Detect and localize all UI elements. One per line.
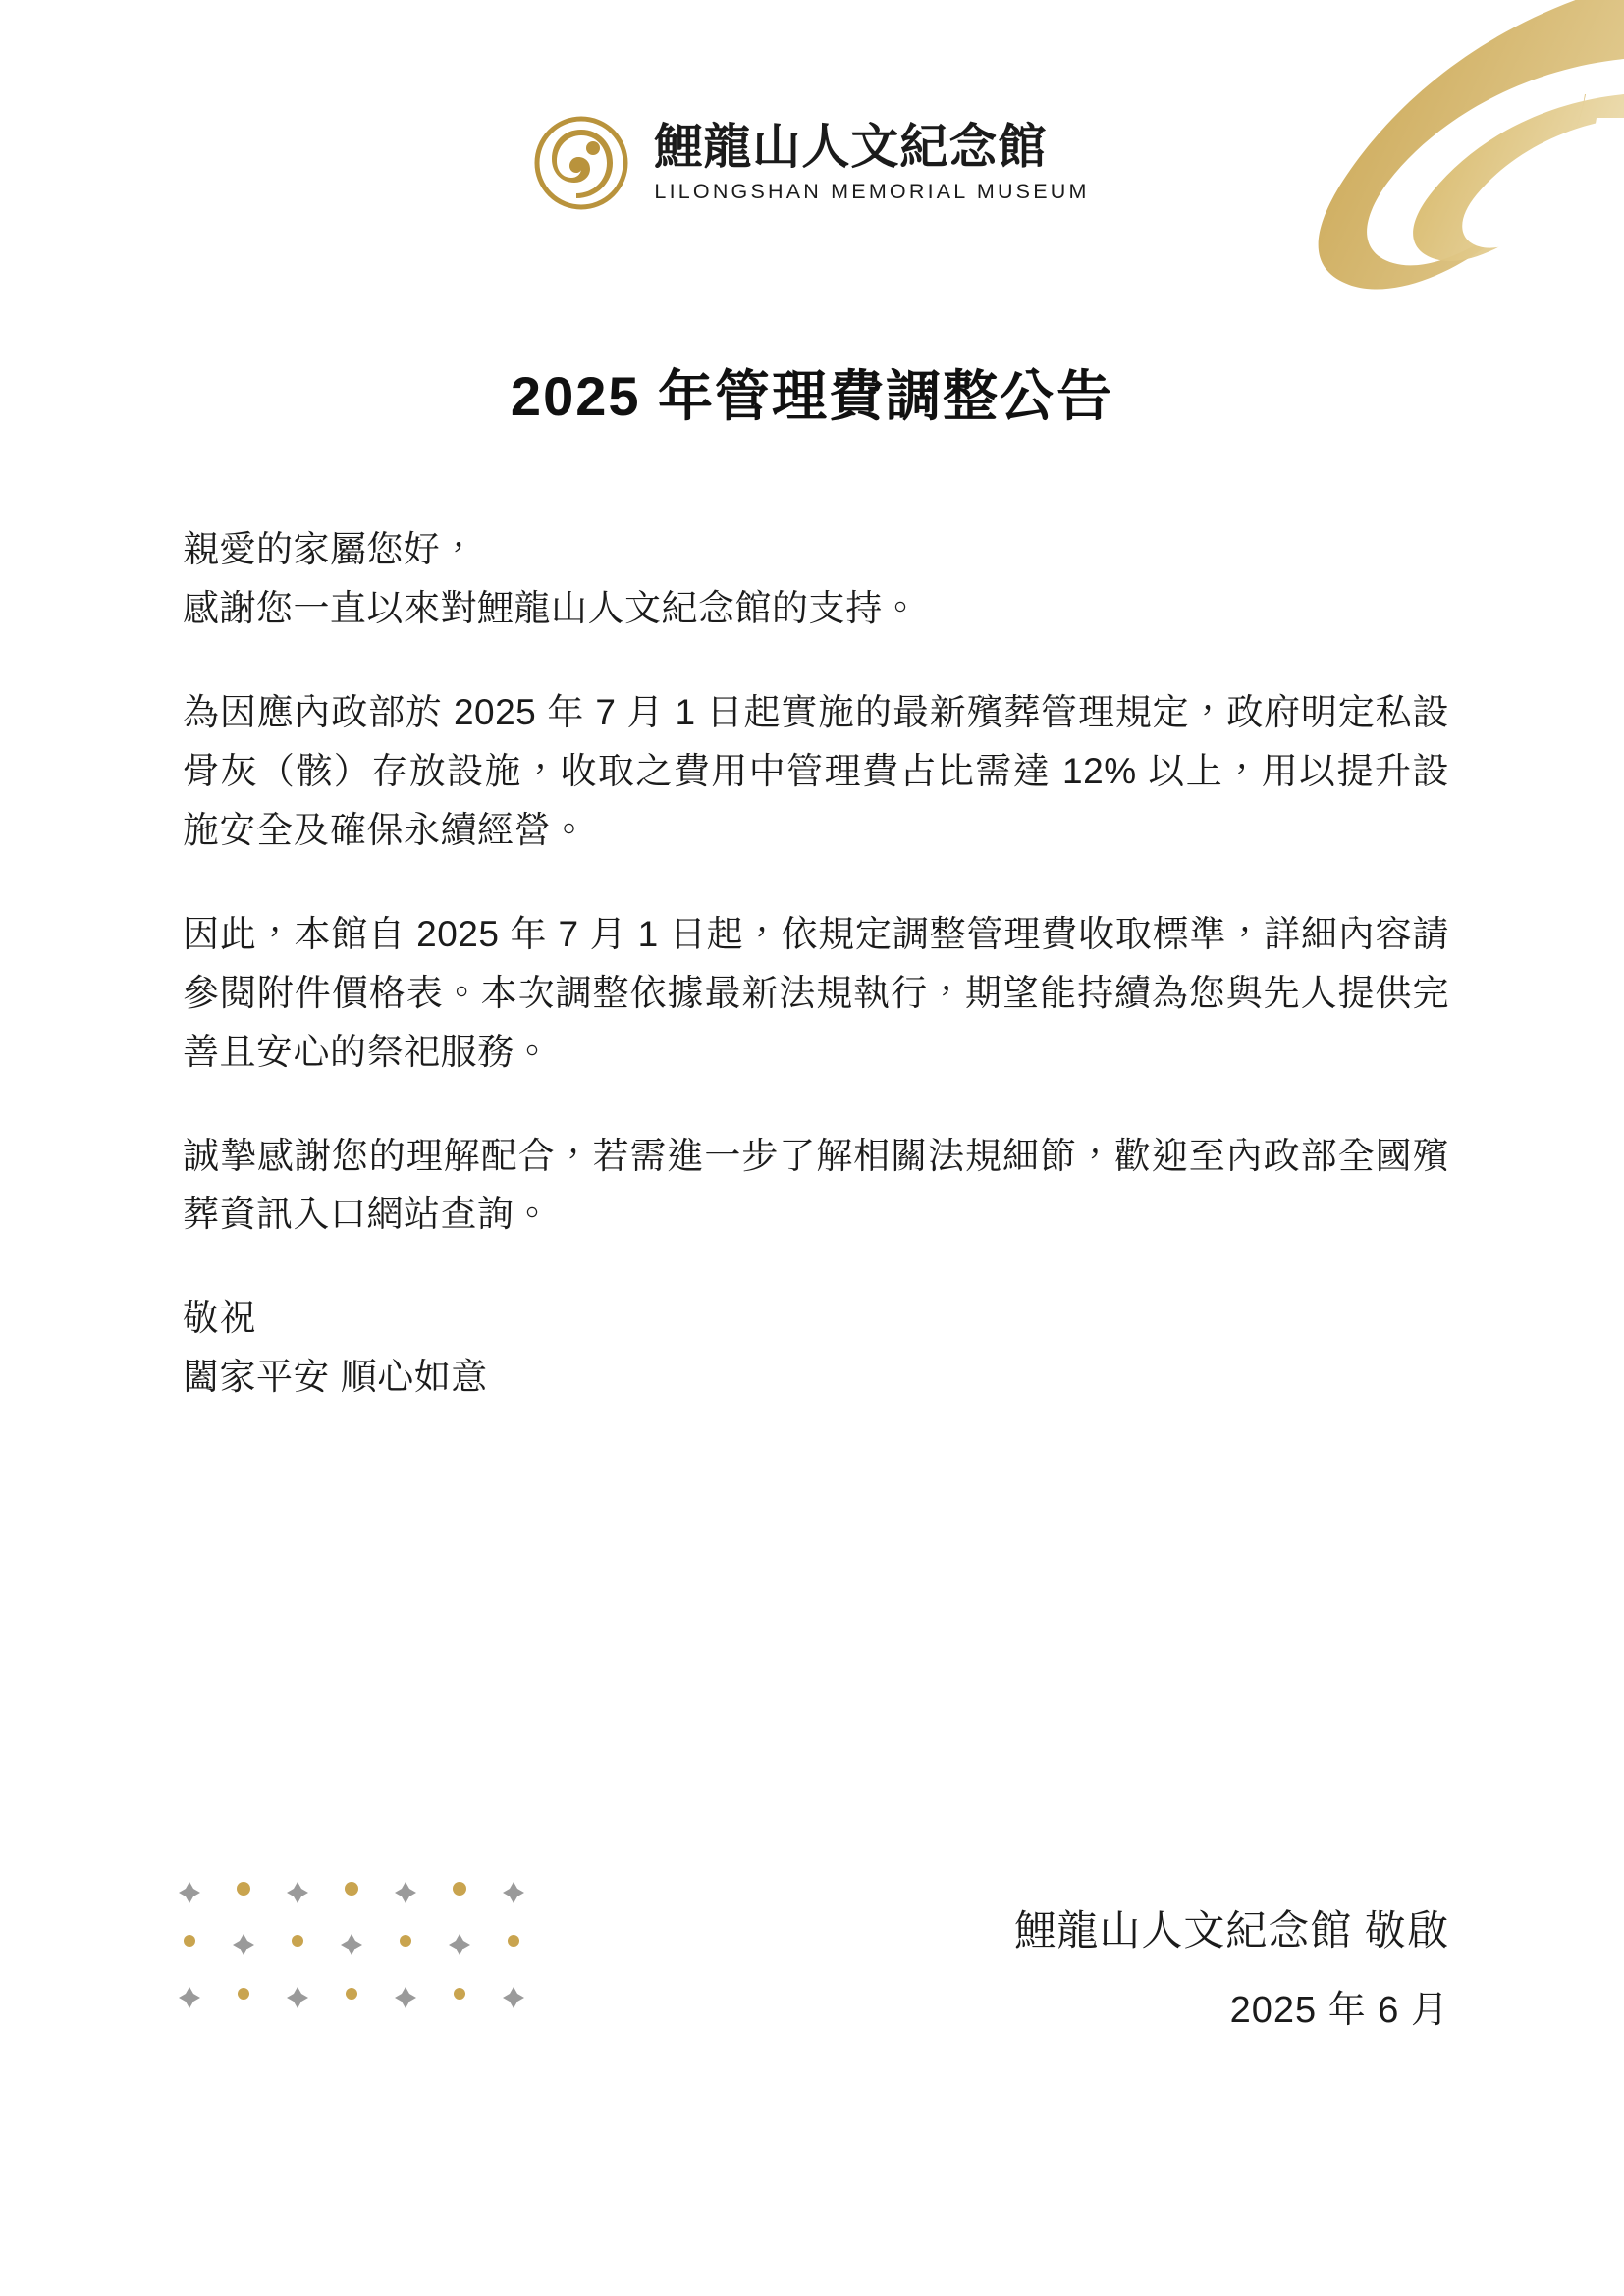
paragraph-regards-2: 闔家平安 順心如意 [183,1357,488,1398]
signature-name: 鯉龍山人文紀念館 敬啟 [1014,1907,1449,1953]
brand-name-en: LILONGSHAN MEMORIAL MUSEUM [654,180,1090,204]
paragraph-regards-1: 敬祝 [183,1298,256,1339]
signature-block [1014,1898,1449,2033]
signature-date: 2025 年 6 月 [1229,1990,1449,2031]
paragraph-greeting: 親愛的家屬您好， [183,529,477,569]
footer-gold-bar [0,2270,1624,2296]
paragraph-adjustment: 因此，本館自 2025 年 7 月 1 日起，依規定調整管理費收取標準，詳細內容請參閱附件價格表。本次調整依據最新法規執行，期望能持續為您與先人提供完善且安心的祭祀服務。 [183,913,1449,1072]
brand-header [0,116,1624,210]
dot-pattern-decoration [175,1864,577,2031]
paragraph-thanks: 感謝您一直以來對鯉龍山人文紀念館的支持。 [183,587,919,628]
document-body [183,520,1449,1452]
paragraph-closing-note: 誠摯感謝您的理解配合，若需進一步了解相關法規細節，歡迎至內政部全國殯葬資訊入口網站查詢。 [183,1135,1449,1235]
logo-text [654,122,1089,205]
brand-name-cn: 鯉龍山人文紀念館 [654,120,1048,174]
logo-block [534,116,1089,210]
swirl-logo-icon [534,116,628,210]
page-title: 2025 年管理費調整公告 [510,365,1114,427]
paragraph-regulation: 為因應內政部於 2025 年 7 月 1 日起實施的最新殯葬管理規定，政府明定私設骨灰（骸）存放設施，收取之費用中管理費占比需達 12% 以上，用以提升設施安全及確保永續經營。 [183,691,1449,850]
dots-icon [175,1864,577,2031]
